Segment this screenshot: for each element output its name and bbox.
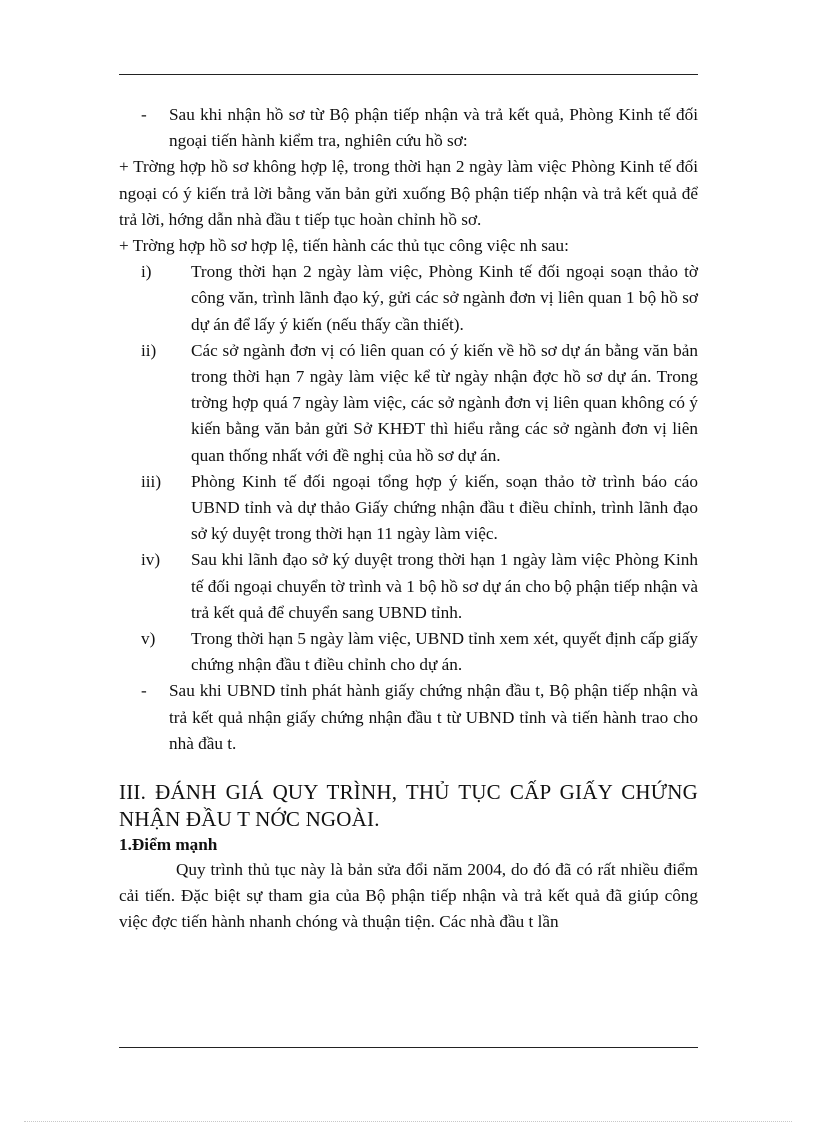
list-marker: i) xyxy=(141,262,152,282)
list-marker: - xyxy=(141,105,147,124)
footer-rule xyxy=(119,1047,698,1048)
dash-item xyxy=(119,102,698,154)
dash-item xyxy=(119,678,698,757)
list-text: Sau khi UBND tỉnh phát hành giấy chứng nhận đầu t, Bộ phận tiếp nhận và trả kết quả nhận giấy chứng nhận đầu t từ UBND tỉnh và tiến hành trao cho nhà đầu t. xyxy=(169,681,698,753)
page-edge xyxy=(24,1121,792,1122)
plus-paragraph: + Trờng hợp hồ sơ hợp lệ, tiến hành các thủ tục công việc nh sau: xyxy=(119,236,569,256)
list-text: Phòng Kinh tế đối ngoại tổng hợp ý kiến, soạn thảo tờ trình báo cáo UBND tỉnh và dự thảo Giấy chứng nhận đầu t điều chỉnh, trình lãnh đạo sở ký duyệt trong thời hạn 11 ngày làm việc. xyxy=(191,471,698,544)
list-text: Sau khi nhận hồ sơ từ Bộ phận tiếp nhận và trả kết quả, Phòng Kinh tế đối ngoại tiến hành kiểm tra, nghiên cứu hồ sơ: xyxy=(169,105,698,151)
list-marker: iv) xyxy=(141,550,161,570)
header-rule xyxy=(119,74,698,75)
list-marker: iii) xyxy=(141,471,162,491)
list-text: Các sở ngành đơn vị có liên quan có ý kiến về hồ sơ dự án bằng văn bản trong thời hạn 7 ngày làm việc kể từ ngày nhận đợc hồ sơ dự án. Trong trờng hợp quá 7 ngày làm việc, các sở ngành đơn vị liên quan không có ý kiến bằng văn bản gửi Sở KHĐT thì hiểu rằng các sở ngành đơn vị liên quan thống nhất với đề nghị của hồ sơ dự án. xyxy=(191,340,698,465)
list-marker: - xyxy=(141,681,147,701)
roman-item-i xyxy=(119,259,698,338)
roman-item-iii xyxy=(119,469,698,548)
plus-paragraph: + Trờng hợp hồ sơ không hợp lệ, trong thời hạn 2 ngày làm việc Phòng Kinh tế đối ngoại có ý kiến trả lời bằng văn bản gửi xuống Bộ phận tiếp nhận và trả kết quả để trả lời, hớng dẫn nhà đầu t tiếp tục hoàn chỉnh hồ sơ. xyxy=(119,157,698,229)
list-text: Trong thời hạn 2 ngày làm việc, Phòng Kinh tế đối ngoại soạn thảo tờ công văn, trình lãnh đạo ký, gửi các sở ngành đơn vị liên quan 1 bộ hồ sơ dự án để lấy ý kiến (nếu thấy cần thiết). xyxy=(191,262,698,334)
roman-item-iv xyxy=(119,547,698,626)
roman-item-v xyxy=(119,626,698,678)
list-marker: v) xyxy=(141,629,156,649)
list-marker: ii) xyxy=(141,340,157,360)
list-text: Sau khi lãnh đạo sở ký duyệt trong thời hạn 1 ngày làm việc Phòng Kinh tế đối ngoại chuyển tờ trình và 1 bộ hồ sơ dự án cho bộ phận tiếp nhận và trả kết quả để chuyển sang UBND tỉnh. xyxy=(191,550,698,622)
subheading: 1.Điểm mạnh xyxy=(119,835,218,855)
list-text: Trong thời hạn 5 ngày làm việc, UBND tỉnh xem xét, quyết định cấp giấy chứng nhận đầu t điều chỉnh cho dự án. xyxy=(191,629,698,675)
document-body xyxy=(119,102,698,936)
section-heading: III. ĐÁNH GIÁ QUY TRÌNH, THỦ TỤC CẤP GIẤY CHỨNG NHẬN ĐẦU T NỚC NGOÀI. xyxy=(119,780,698,832)
roman-item-ii xyxy=(119,338,698,469)
body-paragraph: Quy trình thủ tục này là bản sửa đổi năm 2004, do đó đã có rất nhiều điểm cải tiến. Đặc biệt sự tham gia của Bộ phận tiếp nhận và trả kết quả đã giúp công việc đợc tiến hành nhanh chóng và thuận tiện. Các nhà đầu t lần xyxy=(119,860,698,932)
